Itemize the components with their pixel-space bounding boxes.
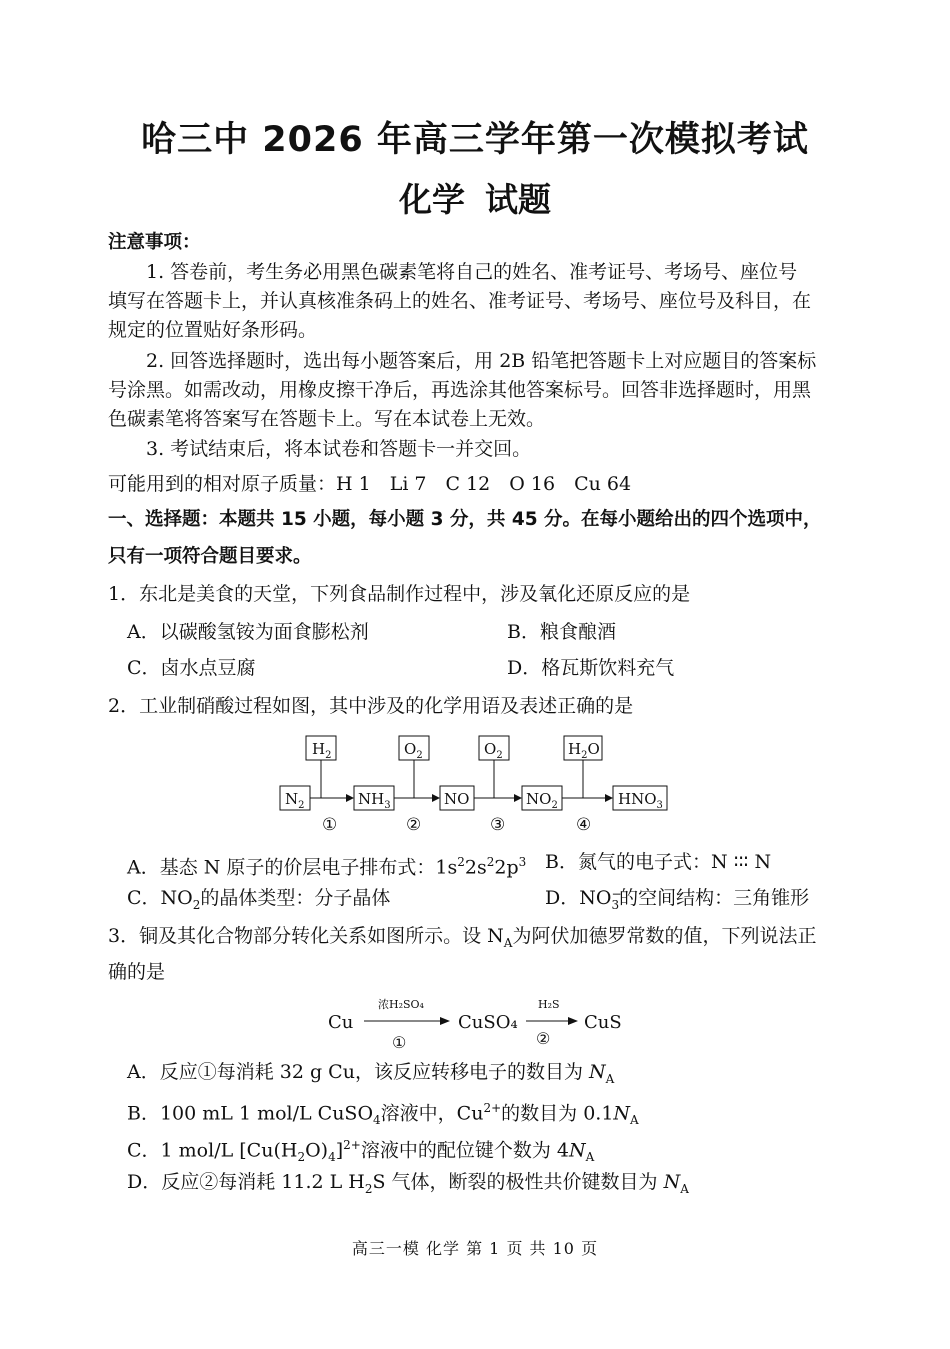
q2-option-d: D．NO − $_3$的空间结构：三角锥形 [545,887,810,912]
species-n2: $N_2$ [285,790,305,811]
species-cus: CuS [584,1012,622,1033]
q3-option-a: A．反应①每消耗 32 g Cu，该反应转移电子的数目为 $N_A$ [127,1061,615,1086]
exam-subtitle [0,174,950,221]
q3-option-d: D．反应②每消耗 11.2 L $H_2S$ 气体，断裂的极性共价键数目为 $N_A$ [127,1171,689,1196]
notice-line-7: 3. 考试结束后，将本试卷和答题卡一并交回。 [146,438,532,460]
q3-stem-line-1: 3．铜及其化合物部分转化关系如图所示。设 $N_A$为阿伏加德罗常数的值，下列说法正 [108,925,817,950]
paper-label: 试题 [485,180,551,219]
species-cuso4: CuSO₄ [458,1012,518,1033]
step-label-3: ③ [490,815,506,835]
q1-stem: 1．东北是美食的天堂，下列食品制作过程中，涉及氧化还原反应的是 [108,583,691,605]
step-label-2: ② [406,815,422,835]
notice-heading: 注意事项： [108,232,201,253]
q1-option-a: A．以碳酸氢铵为面食膨松剂 [127,621,369,643]
notice-line-6: 色碳素笔将答案写在答题卡上。写在本试卷上无效。 [108,408,546,430]
step-label-1: ① [322,815,338,835]
q1-option-c: C．卤水点豆腐 [127,657,256,679]
q2-option-c: C．$NO_2$的晶体类型：分子晶体 [127,887,391,912]
notice-line-5: 号涂黑。如需改动，用橡皮擦干净后，再选涂其他答案标号。回答非选择题时，用黑 [108,379,812,401]
subject-label: 化学 [399,180,465,219]
q2-option-b: B．氮气的电子式：N ∶∶∶ N [545,851,772,873]
q2-stem: 2．工业制硝酸过程如图，其中涉及的化学用语及表述正确的是 [108,695,634,717]
reagent-conc-h2so4: 浓H₂SO₄ [378,998,424,1011]
q1-option-d: D．格瓦斯饮料充气 [507,657,675,679]
q3-option-b: B．100 mL 1 mol/L CuSO$_4$溶液中，$Cu^{2+}$的数目为 $0.1N_A$ [127,1101,639,1128]
nitric-acid-flowchart [270,726,690,836]
species-no2: $NO_2$ [526,790,558,811]
page-footer: 高三一模 化学 第 1 页 共 10 页 [351,1239,599,1258]
notice-line-2: 填写在答题卡上，并认真核准条码上的姓名、准考证号、考场号、座位号及科目，在 [108,290,812,312]
species-hno3: $HNO_3$ [618,790,663,811]
notice-line-1: 1. 答卷前，考生务必用黑色碳素笔将自己的姓名、准考证号、考场号、座位号 [146,261,798,283]
atomic-mass-line: 可能用到的相对原子质量：H 1 Li 7 C 12 O 16 Cu 64 [108,473,632,495]
rxn-step-1: ① [392,1033,407,1052]
species-cu: Cu [328,1012,354,1033]
q3-option-c: C．1 mol/L $[Cu(H_2O)_4]^{2+}$溶液中的配位键个数为 $4N_A$ [127,1138,595,1165]
exam-title: 哈三中 2026 年高三学年第一次模拟考试 [141,120,809,160]
reagent-o2-b: $O_2$ [484,740,503,761]
species-nh3: $NH_3$ [358,790,391,811]
notice-line-4: 2. 回答选择题时，选出每小题答案后，用 2B 铅笔把答题卡上对应题目的答案标 [146,350,817,372]
species-no: NO [444,790,470,808]
reagent-o2-a: $O_2$ [404,740,423,761]
reagent-h2o: $H_2O$ [568,740,600,761]
copper-reaction-scheme [320,992,640,1054]
reagent-h2: $H_2$ [312,740,332,761]
q1-option-b: B．粮食酿酒 [507,621,616,643]
step-label-4: ④ [576,815,592,835]
section-heading-1: 一、选择题：本题共 15 小题，每小题 3 分，共 45 分。在每小题给出的四个选项中， [108,509,822,530]
notice-line-3: 规定的位置贴好条形码。 [108,319,318,341]
reagent-h2s: H₂S [538,998,560,1011]
q3-stem-line-2: 确的是 [108,961,166,983]
q2-option-a: A．基态 N 原子的价层电子排布式：$1s^22s^22p^3$ [127,855,527,879]
rxn-step-2: ② [536,1029,551,1048]
section-heading-2: 只有一项符合题目要求。 [108,546,312,567]
